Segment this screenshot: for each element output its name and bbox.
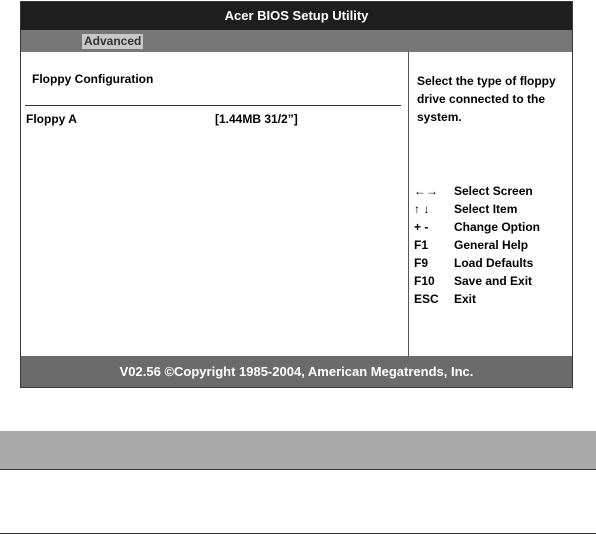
key-exit: ESC	[414, 292, 439, 306]
section-divider	[25, 105, 401, 106]
bottom-divider	[0, 533, 596, 534]
key-row	[414, 200, 540, 218]
floppy-a-label[interactable]: Floppy A	[26, 112, 77, 126]
key-row	[414, 290, 540, 308]
action-general-help: General Help	[454, 238, 529, 252]
window-title: Acer BIOS Setup Utility	[224, 8, 369, 23]
key-general-help: F1	[414, 238, 429, 252]
action-change-option: Change Option	[454, 220, 540, 234]
key-select-screen: ←→	[414, 184, 438, 198]
floppy-a-value[interactable]: [1.44MB 31/2”]	[215, 112, 298, 126]
key-save-exit: F10	[414, 274, 435, 288]
key-row	[414, 182, 540, 200]
help-text: Select the type of floppy drive connected to the system.	[417, 74, 556, 124]
menu-bar	[21, 30, 572, 52]
copyright-text: V02.56 ©Copyright 1985-2004, American Megatrends, Inc.	[119, 364, 474, 379]
tab-advanced[interactable]: Advanced	[84, 34, 142, 48]
key-change-option: + -	[414, 220, 429, 234]
table-header-band	[0, 431, 596, 470]
key-legend	[414, 182, 540, 308]
key-load-defaults: F9	[414, 256, 429, 270]
key-row	[414, 218, 540, 236]
action-select-screen: Select Screen	[454, 184, 533, 198]
section-title: Floppy Configuration	[32, 72, 154, 86]
key-row	[414, 272, 540, 290]
title-bar	[21, 2, 572, 30]
action-select-item: Select Item	[454, 202, 518, 216]
action-load-defaults: Load Defaults	[454, 256, 534, 270]
status-bar	[21, 356, 572, 387]
action-exit: Exit	[454, 292, 477, 306]
settings-panel	[21, 52, 408, 356]
key-select-item: ↑ ↓	[414, 202, 430, 216]
help-panel	[409, 52, 572, 356]
bios-window	[20, 1, 573, 388]
key-row	[414, 254, 540, 272]
action-save-exit: Save and Exit	[454, 274, 533, 288]
key-row	[414, 236, 540, 254]
